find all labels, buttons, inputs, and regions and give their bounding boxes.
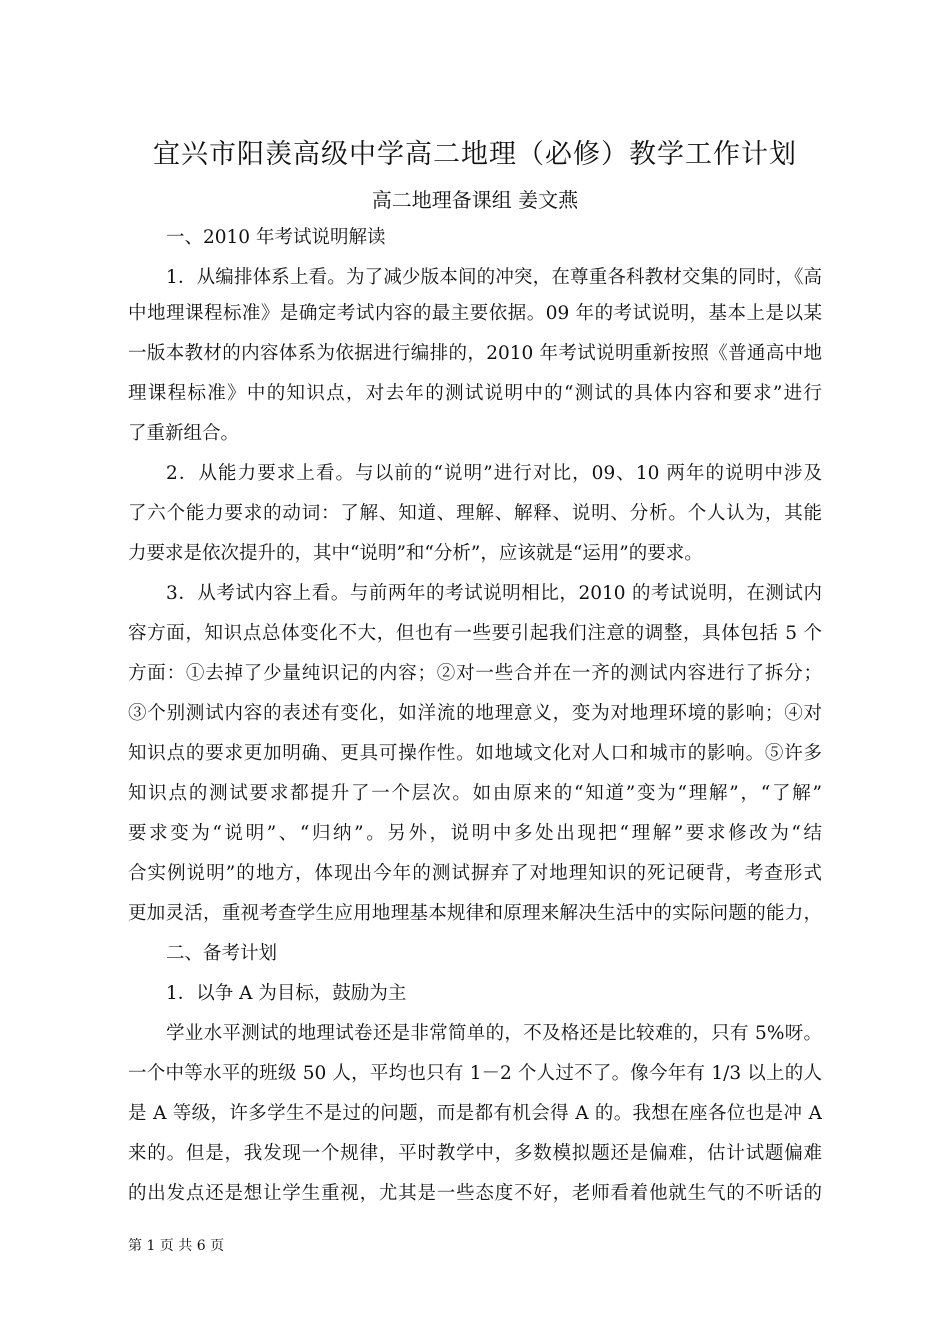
subsection-heading: 1．以争 A 为目标，鼓励为主 (166, 983, 407, 1004)
page-number-footer: 第 1 页 共 6 页 (128, 1238, 225, 1254)
paragraph-line: 了重新组合。 (128, 423, 240, 444)
paragraph-line: 知识点的测试要求都提升了一个层次。如由原来的“知道”变为“理解”，“了解” (128, 783, 822, 804)
paragraph-line: 力要求是依次提升的，其中“说明”和“分析”，应该就是“运用”的要求。 (128, 543, 703, 564)
paragraph-line: 一个中等水平的班级 50 人，平均也只有 1－2 个人过不了。像今年有 1/3 以上的人 (128, 1063, 822, 1084)
paragraph-line: 中地理课程标准》是确定考试内容的最主要依据。09 年的考试说明，基本上是以某 (128, 303, 822, 324)
paragraph-line: 合实例说明”的地方，体现出今年的测试摒弃了对地理知识的死记硬背，考查形式 (128, 863, 822, 884)
paragraph-line: 的出发点还是想让学生重视，尤其是一些态度不好，老师看着他就生气的不听话的 (128, 1183, 822, 1204)
paragraph-line: 来的。但是，我发现一个规律，平时教学中，多数模拟题还是偏难，估计试题偏难 (128, 1143, 822, 1164)
paragraph-line: 理课程标准》中的知识点，对去年的测试说明中的“测试的具体内容和要求”进行 (128, 383, 822, 404)
section-heading: 一、2010 年考试说明解读 (166, 227, 386, 248)
paragraph-line: 是 A 等级，许多学生不是过的问题，而是都有机会得 A 的。我想在座各位也是冲 A (128, 1103, 822, 1124)
paragraph-line: 方面：①去掉了少量纯识记的内容；②对一些合并在一齐的测试内容进行了拆分； (128, 663, 822, 684)
paragraph-line: 1．从编排体系上看。为了减少版本间的冲突，在尊重各科教材交集的同时，《高 (166, 267, 822, 288)
document-subtitle: 高二地理备课组 姜文燕 (371, 188, 579, 212)
paragraph-line: ③个别测试内容的表述有变化，如洋流的地理意义，变为对地理环境的影响；④对 (128, 703, 822, 724)
paragraph-line: 了六个能力要求的动词：了解、知道、理解、解释、说明、分析。个人认为，其能 (128, 503, 822, 524)
paragraph-line: 学业水平测试的地理试卷还是非常简单的，不及格还是比较难的，只有 5%呀。 (166, 1023, 822, 1044)
paragraph-line: 更加灵活，重视考查学生应用地理基本规律和原理来解决生活中的实际问题的能力， (128, 903, 822, 924)
paragraph-line: 2．从能力要求上看。与以前的“说明”进行对比，09、10 两年的说明中涉及 (166, 463, 822, 484)
paragraph-line: 知识点的要求更加明确、更具可操作性。如地域文化对人口和城市的影响。⑤许多 (128, 743, 822, 764)
document-title: 宜兴市阳羡高级中学高二地理（必修）教学工作计划 (153, 139, 797, 170)
paragraph-line: 一版本教材的内容体系为依据进行编排的，2010 年考试说明重新按照《普通高中地 (128, 343, 822, 364)
section-heading: 二、备考计划 (166, 943, 278, 964)
paragraph-line: 要求变为“说明”、“归纳”。另外，说明中多处出现把“理解”要求修改为“结 (128, 823, 822, 844)
paragraph-line: 3．从考试内容上看。与前两年的考试说明相比，2010 的考试说明，在测试内 (166, 583, 822, 604)
paragraph-line: 容方面，知识点总体变化不大，但也有一些要引起我们注意的调整，具体包括 5 个 (128, 623, 822, 644)
